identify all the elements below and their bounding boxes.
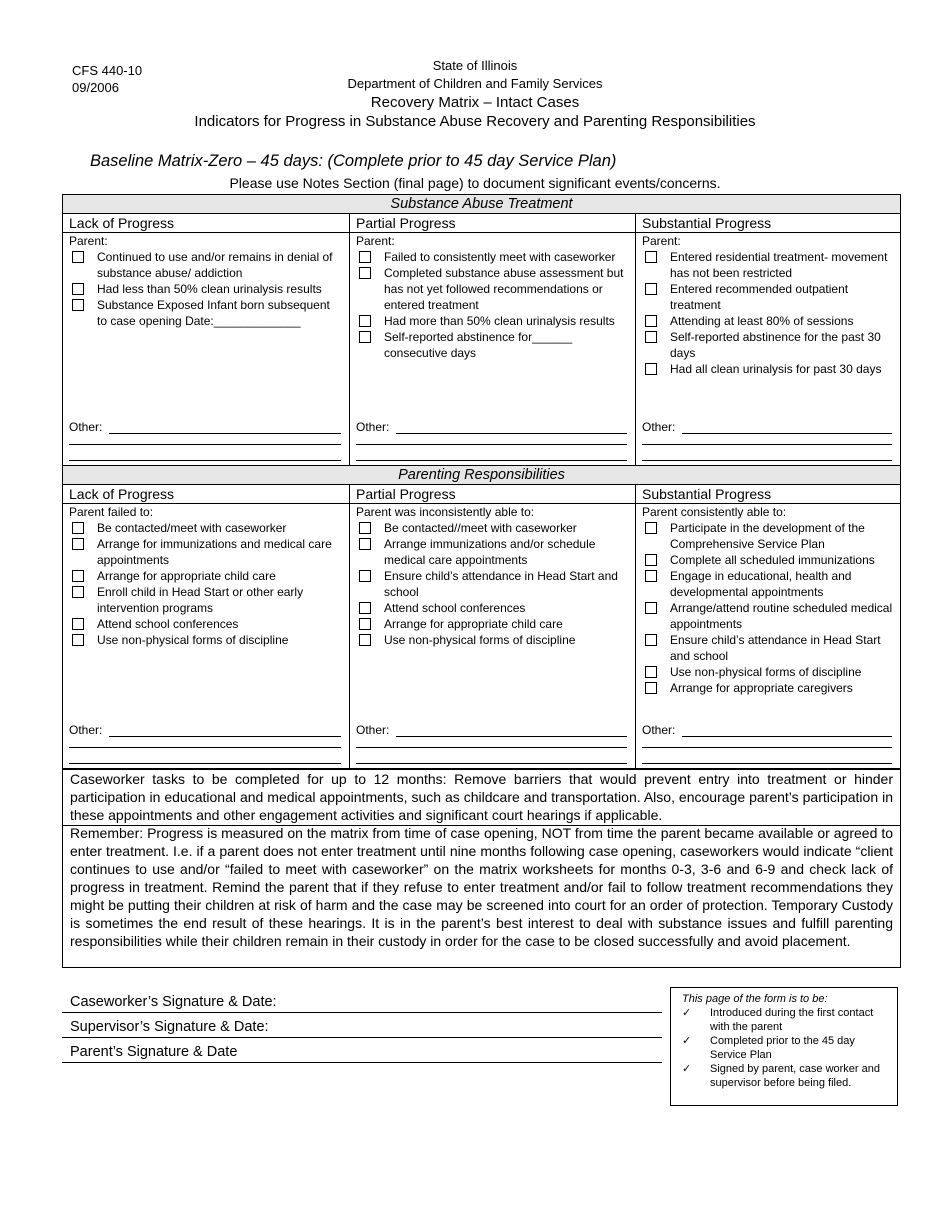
- substance-lack-cell: [63, 233, 350, 466]
- item-label: Attend school conferences: [384, 601, 526, 615]
- baseline-heading: Baseline Matrix-Zero – 45 days: (Complete prior to 45 day Service Plan): [90, 152, 617, 170]
- state-name: State of Illinois: [432, 58, 518, 73]
- other-label: Other:: [642, 420, 676, 434]
- substance-partial-cell: [350, 233, 636, 466]
- checkbox[interactable]: [72, 283, 84, 295]
- item-label: Use non-physical forms of discipline: [97, 633, 289, 647]
- cell-intro: Parent:: [356, 234, 395, 248]
- other-field[interactable]: [642, 420, 894, 461]
- checklist-item: [642, 600, 894, 632]
- other-label: Other:: [69, 420, 103, 434]
- item-label: Arrange for appropriate child care: [384, 617, 563, 631]
- parent-signature-label: Parent’s Signature & Date: [70, 1044, 238, 1060]
- item-label: Participate in the development of the Comprehensive Service Plan: [670, 521, 865, 551]
- checklist-item: [69, 568, 343, 584]
- checklist-item: [69, 536, 343, 568]
- checklist-item: [69, 249, 343, 281]
- checkmark-icon: ✓: [682, 1035, 692, 1047]
- checklist-item: [642, 680, 894, 696]
- item-label: Self-reported abstinence for______ consecutive days: [384, 330, 573, 360]
- checkmark-icon: ✓: [682, 1063, 692, 1075]
- caseworker-tasks-box: [62, 769, 901, 826]
- checklist-item: [69, 281, 343, 297]
- parenting-lack-heading: Lack of Progress: [63, 485, 350, 504]
- item-label: Arrange for appropriate child care: [97, 569, 276, 583]
- checklist-item: [356, 249, 629, 265]
- checklist-item: [642, 664, 894, 680]
- item-label: Arrange immunizations and/or schedule medical care appointments: [384, 537, 596, 567]
- checklist-item: [69, 520, 343, 536]
- checkbox[interactable]: [359, 602, 371, 614]
- cell-intro: Parent:: [642, 234, 681, 248]
- checkbox[interactable]: [359, 570, 371, 582]
- item-label: Arrange for immunizations and medical care appointments: [97, 537, 332, 567]
- form-subtitle: Indicators for Progress in Substance Abuse Recovery and Parenting Responsibilities: [194, 113, 756, 130]
- checklist-item: [356, 568, 629, 600]
- substance-lack-heading: Lack of Progress: [63, 214, 350, 233]
- parenting-lack-cell: [63, 504, 350, 769]
- item-label: Entered residential treatment- movement has not been restricted: [670, 250, 888, 280]
- parenting-substantial-heading: Substantial Progress: [636, 485, 901, 504]
- other-field[interactable]: [69, 420, 343, 461]
- checkbox[interactable]: [72, 634, 84, 646]
- other-field[interactable]: [642, 723, 894, 764]
- item-label: Be contacted//meet with caseworker: [384, 521, 577, 535]
- checklist-item: [69, 297, 343, 329]
- checklist-item: [642, 361, 894, 377]
- checkbox[interactable]: [645, 522, 657, 534]
- form-header: [0, 57, 950, 131]
- checklist-item: [69, 616, 343, 632]
- checkbox[interactable]: [359, 522, 371, 534]
- checkbox[interactable]: [72, 251, 84, 263]
- item-label: Be contacted/meet with caseworker: [97, 521, 287, 535]
- item-label: Continued to use and/or remains in denial of substance abuse/ addiction: [97, 250, 333, 280]
- checklist-item: [642, 329, 894, 361]
- item-label: Complete all scheduled immunizations: [670, 553, 875, 567]
- item-label: Entered recommended outpatient treatment: [670, 282, 849, 312]
- note-box-title: This page of the form is to be:: [682, 993, 828, 1005]
- checkbox[interactable]: [359, 315, 371, 327]
- checkbox[interactable]: [72, 586, 84, 598]
- substance-substantial-heading: Substantial Progress: [636, 214, 901, 233]
- instruction-note-box: [670, 987, 898, 1106]
- note-item-label: Completed prior to the 45 day Service Plan: [710, 1035, 855, 1061]
- item-label: Attending at least 80% of sessions: [670, 314, 854, 328]
- supervisor-signature-line[interactable]: [62, 1016, 662, 1038]
- checklist-item: [642, 281, 894, 313]
- item-label: Failed to consistently meet with caseworker: [384, 250, 616, 264]
- checkbox[interactable]: [645, 363, 657, 375]
- notes-instruction: Please use Notes Section (final page) to document significant events/concerns.: [229, 175, 721, 191]
- cell-intro: Parent was inconsistently able to:: [356, 505, 535, 519]
- checklist-item: [356, 536, 629, 568]
- substance-partial-heading: Partial Progress: [350, 214, 636, 233]
- checkbox[interactable]: [645, 283, 657, 295]
- parenting-section-title: Parenting Responsibilities: [62, 465, 901, 485]
- checkbox[interactable]: [359, 251, 371, 263]
- checklist-item: [356, 265, 629, 313]
- item-label: Had more than 50% clean urinalysis results: [384, 314, 615, 328]
- checkbox[interactable]: [645, 251, 657, 263]
- note-item-label: Signed by parent, case worker and supervisor before being filed.: [710, 1063, 880, 1089]
- substance-substantial-cell: [636, 233, 901, 466]
- caseworker-tasks-text: Caseworker tasks to be completed for up to 12 months: Remove barriers that would prevent entry into treatment or hinder participation in educational and medical appointments, such as childcare and transportation. Also, encourage parent’s participation in these appointments and other engagement activities and significant court hearings if applicable.: [70, 771, 893, 823]
- item-label: Ensure child’s attendance in Head Start and school: [670, 633, 881, 663]
- item-label: Enroll child in Head Start or other early intervention programs: [97, 585, 304, 615]
- checkmark-icon: ✓: [682, 1007, 692, 1019]
- checkbox[interactable]: [645, 602, 657, 614]
- checklist-item: [642, 520, 894, 552]
- checklist-item: [642, 249, 894, 281]
- item-label: Use non-physical forms of discipline: [670, 665, 862, 679]
- caseworker-signature-label: Caseworker’s Signature & Date:: [70, 994, 277, 1010]
- other-field[interactable]: [356, 723, 629, 764]
- other-field[interactable]: [69, 723, 343, 764]
- parenting-partial-heading: Partial Progress: [350, 485, 636, 504]
- checklist-item: [356, 616, 629, 632]
- item-label: Arrange for appropriate caregivers: [670, 681, 853, 695]
- other-label: Other:: [642, 723, 676, 737]
- remember-text: Remember: Progress is measured on the matrix from time of case opening, NOT from time the parent became available or agreed to enter treatment. I.e. if a parent does not enter treatment until nine months following case opening, caseworkers would indicate “client continues to use and/or “failed to meet with caseworker” on the matrix worksheets for months 0-3, 3-6 and 6-9 and check lack of progress in treatment. Remind the parent that if they refuse to enter treatment and/or fail to follow treatment recommendations they might be putting their children at risk of harm and the case may be screened into court for an order of protection. Temporary Custody is sometimes the end result of these hearings. It is in the parent’s best interest to deal with substance issues and fulfill parenting responsibilities while their children remain in their custody in order for the case to be closed successfully and avoid placement.: [70, 825, 893, 949]
- checklist-item: [356, 313, 629, 329]
- checklist-item: [642, 568, 894, 600]
- checklist-item: [356, 600, 629, 616]
- note-item: [682, 1034, 889, 1062]
- item-label: Use non-physical forms of discipline: [384, 633, 576, 647]
- checklist-item: [356, 329, 629, 361]
- item-label: Engage in educational, health and developmental appointments: [670, 569, 852, 599]
- item-label: Ensure child’s attendance in Head Start and school: [384, 569, 618, 599]
- remember-box: [62, 824, 901, 968]
- cell-intro: Parent:: [69, 234, 108, 248]
- checklist-item: [69, 584, 343, 616]
- parenting-partial-cell: [350, 504, 636, 769]
- supervisor-signature-label: Supervisor’s Signature & Date:: [70, 1019, 269, 1035]
- checklist-item: [356, 632, 629, 648]
- checklist-item: [642, 313, 894, 329]
- parenting-matrix: [62, 484, 901, 769]
- other-field[interactable]: [356, 420, 629, 461]
- item-label: Arrange/attend routine scheduled medical appointments: [670, 601, 893, 631]
- note-item-label: Introduced during the first contact with the parent: [710, 1007, 874, 1033]
- cell-intro: Parent consistently able to:: [642, 505, 787, 519]
- checkbox[interactable]: [645, 634, 657, 646]
- form-number: CFS 440-10: [72, 63, 143, 78]
- form-title: Recovery Matrix – Intact Cases: [370, 94, 580, 111]
- checkbox[interactable]: [645, 331, 657, 343]
- item-label: Substance Exposed Infant born subsequent to case opening Date:_____________: [97, 298, 330, 328]
- item-label: Attend school conferences: [97, 617, 239, 631]
- item-label: Had less than 50% clean urinalysis results: [97, 282, 322, 296]
- substance-matrix: [62, 213, 901, 466]
- checkbox[interactable]: [72, 299, 84, 311]
- department-name: Department of Children and Family Services: [347, 76, 603, 91]
- cell-intro: Parent failed to:: [69, 505, 154, 519]
- checkbox[interactable]: [359, 538, 371, 550]
- form-date: 09/2006: [72, 80, 119, 95]
- checkbox[interactable]: [645, 570, 657, 582]
- checkbox[interactable]: [359, 618, 371, 630]
- checkbox[interactable]: [72, 522, 84, 534]
- checkbox[interactable]: [359, 634, 371, 646]
- caseworker-signature-line[interactable]: [62, 991, 662, 1013]
- item-label: Had all clean urinalysis for past 30 days: [670, 362, 882, 376]
- parenting-substantial-cell: [636, 504, 901, 769]
- checkbox[interactable]: [645, 682, 657, 694]
- checkbox[interactable]: [645, 554, 657, 566]
- checkbox[interactable]: [72, 570, 84, 582]
- checklist-item: [642, 632, 894, 664]
- checklist-item: [69, 632, 343, 648]
- checklist-item: [642, 552, 894, 568]
- checklist-item: [356, 520, 629, 536]
- item-label: Self-reported abstinence for the past 30 days: [670, 330, 881, 360]
- checkbox[interactable]: [645, 315, 657, 327]
- other-label: Other:: [69, 723, 103, 737]
- checkbox[interactable]: [72, 618, 84, 630]
- item-label: Completed substance abuse assessment but has not yet followed recommendations or entered treatment: [384, 266, 624, 312]
- substance-section-title: Substance Abuse Treatment: [62, 194, 901, 214]
- checkbox[interactable]: [645, 666, 657, 678]
- parent-signature-line[interactable]: [62, 1041, 662, 1063]
- note-item: [682, 1006, 889, 1034]
- other-label: Other:: [356, 723, 390, 737]
- checkbox[interactable]: [359, 267, 371, 279]
- note-item: [682, 1062, 889, 1090]
- checkbox[interactable]: [72, 538, 84, 550]
- checkbox[interactable]: [359, 331, 371, 343]
- other-label: Other:: [356, 420, 390, 434]
